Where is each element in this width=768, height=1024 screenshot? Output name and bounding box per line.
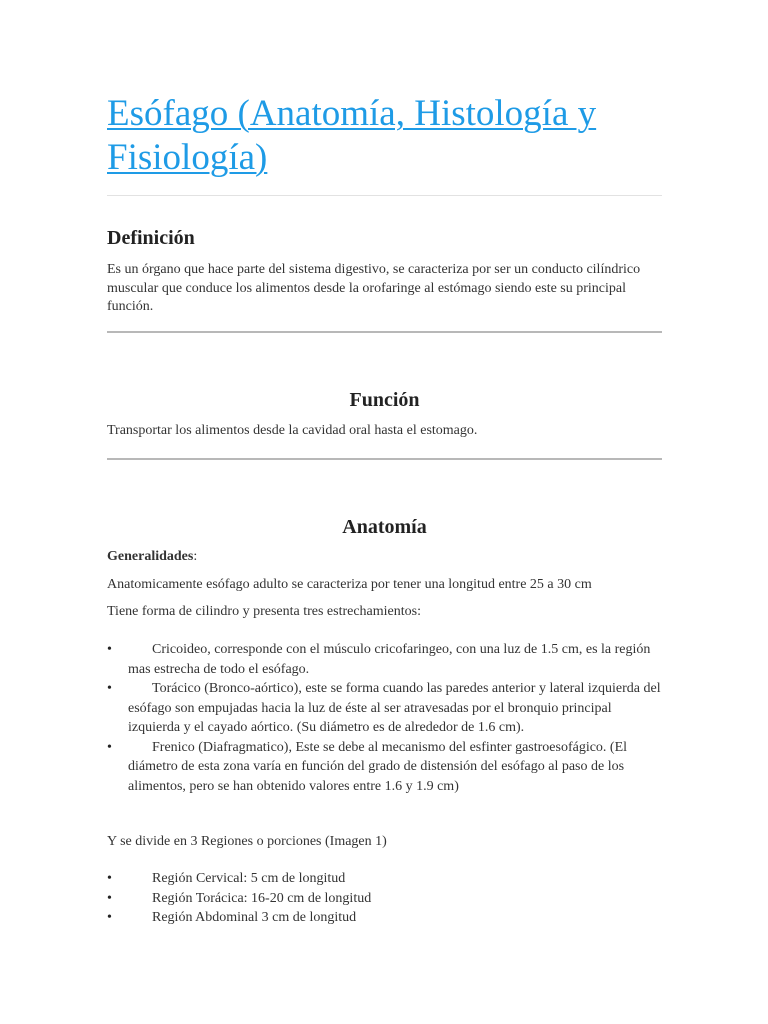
generalidades-colon: : (193, 549, 198, 564)
section-divider-2 (107, 458, 662, 460)
page-title-link[interactable]: Esófago (Anatomía, Histología y Fisiología) (107, 93, 597, 178)
generalidades-line (107, 548, 662, 567)
bullet-icon: • (107, 739, 112, 755)
narrowings-list (107, 640, 662, 796)
list-item (107, 869, 662, 889)
bullet-icon: • (107, 642, 112, 657)
list-item-text: Región Torácica: 16-20 cm de longitud (152, 890, 372, 906)
list-item (107, 640, 662, 679)
generalidades-label: Generalidades (107, 549, 194, 564)
list-item (107, 738, 662, 797)
anatomia-paragraph-shape: Tiene forma de cilindro y presenta tres estrechamientos: (107, 604, 421, 619)
list-item (107, 908, 662, 928)
title-divider (107, 195, 662, 196)
anatomia-heading: Anatomía (342, 516, 427, 538)
list-item-text: Región Abdominal 3 cm de longitud (152, 910, 357, 925)
section-divider-1 (107, 331, 662, 333)
list-item-text: Frenico (Diafragmatico), Este se debe al mecanismo del esfinter gastroesofágico. (El diámetro de esta zona varía en función del grado de distensión del esófago al paso de los alimentos, pero se han obtenido valores entre 1.6 y 1.9 cm) (128, 739, 628, 794)
list-item-text: Cricoideo, corresponde con el músculo cricofaringeo, con una luz de 1.5 cm, es la región mas estrecha de todo el esófago. (128, 642, 651, 677)
bullet-icon: • (107, 890, 112, 906)
funcion-text: Transportar los alimentos desde la cavidad oral hasta el estomago. (107, 423, 478, 438)
funcion-heading: Función (349, 389, 420, 411)
list-item (107, 889, 662, 909)
definicion-text: Es un órgano que hace parte del sistema digestivo, se caracteriza por ser un conducto cilíndrico muscular que conduce los alimentos desde la orofaringe al estómago siendo este su principal función. (107, 262, 641, 314)
list-item-text: Región Cervical: 5 cm de longitud (152, 871, 346, 886)
definicion-heading: Definición (107, 227, 195, 249)
anatomia-paragraph-length: Anatomicamente esófago adulto se caracteriza por tener una longitud entre 25 a 30 cm (107, 577, 592, 592)
bullet-icon: • (107, 871, 112, 886)
anatomia-paragraph-regions: Y se divide en 3 Regiones o porciones (Imagen 1) (107, 834, 387, 849)
list-item-text: Torácico (Bronco-aórtico), este se forma cuando las paredes anterior y lateral izquierda del esófago son empujadas hacia la luz de éste al ser atravesadas por el bronquio principal izquierda y el cayado aórtico. (Su diámetro es de alrededor de 1.6 cm). (128, 681, 661, 735)
bullet-icon: • (107, 681, 112, 696)
regions-list (107, 869, 662, 928)
list-item (107, 679, 662, 738)
bullet-icon: • (107, 910, 112, 925)
